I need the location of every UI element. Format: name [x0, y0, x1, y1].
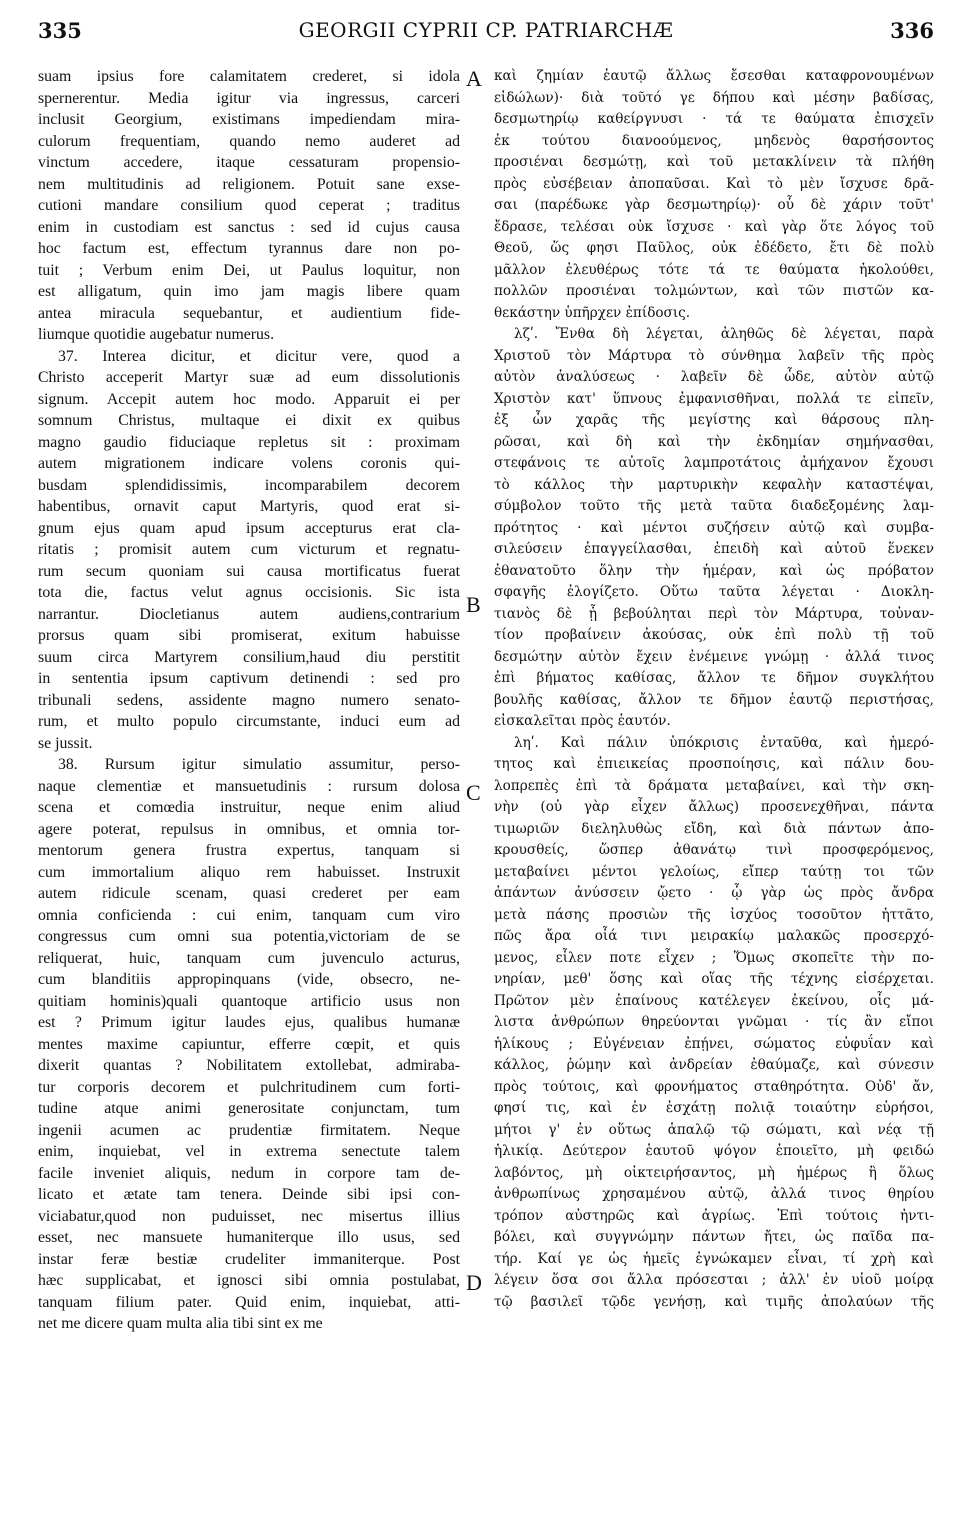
- text-line: enim in custodiam est sanctus : sed id cujus causa: [38, 218, 460, 236]
- text-line: habentibus, ornavit caput Martyris, quod erat si-: [38, 498, 460, 515]
- text-line: autem migrationem indicare volens coronis qui-: [38, 455, 460, 472]
- text-line: τὸ κάλλος τὴν μαρτυρικὴν κεφαλὴν καταστέψαι,: [494, 476, 934, 493]
- text-line: μετὰ πάσης προσιὼν τῆς ἰσχύος τοσοῦτον ἡττᾶτο,: [494, 906, 934, 923]
- text-line: gnum ejus quam apud ipsum accepturus erat cla-: [38, 519, 460, 537]
- text-line: narrantur. Diocletianus autem audiens,contrarium: [38, 605, 460, 623]
- text-line: ἁπάντων ἀνύσσειν ᾤετο · ᾧ γὰρ ὡς πρὸς ἄνδρα: [494, 885, 934, 901]
- text-line: θεκάστην ὑπῆρχεν ἐπίδοσις.: [494, 304, 691, 321]
- text-line: Θεοῦ, ὥς φησι Παῦλος, οὐκ ἐδέδετο, ἔτι δὲ πολὺ: [494, 240, 934, 256]
- text-line: inclusit Georgium, existimans impediendam mira-: [38, 111, 460, 128]
- running-title: GEORGII CYPRII CP. PATRIARCHÆ: [298, 18, 674, 42]
- text-line: τιανὸς δὲ ᾗ βεβούληται περὶ τὸν Μάρτυρα, τοὐναν-: [494, 605, 934, 622]
- text-line: ἡλικίᾳ. Δεύτερον ἑαυτοῦ ψόγον ἐποιεῖτο, μὴ φειδώ: [494, 1143, 934, 1159]
- text-line: δεσμώτην αὐτὸν ἔχειν ἐνέμεινε γνώμῃ · ἀλλά τινος: [494, 648, 934, 665]
- text-line: busdam splendidissimis, incomparabilem decorem: [38, 476, 460, 494]
- text-line: νὴν (οὐ γὰρ εἶχεν ἄλλως) προσενεχθῆναι, πάντα: [494, 799, 934, 815]
- text-line: autem ridicule scenam, quasi crederet per eam: [38, 885, 460, 902]
- text-line: facile inveniet aliquis, nedum in corpore tam de-: [38, 1164, 460, 1182]
- text-line: rum, et multo populo circumstante, induci eum ad: [38, 713, 460, 730]
- text-line: se jussit.: [38, 734, 93, 752]
- text-line: ritatis ; promisit autem cum victurum et regnatu-: [38, 541, 460, 558]
- text-line: πολλῶν προσιέναι τολμώντων, καὶ τῶν πιστῶν κα-: [494, 283, 934, 299]
- text-line: προσιέναι δεσμώτῃ, καὶ τοῦ μετακλίνειν τὰ πλήθη: [494, 154, 934, 170]
- text-line: πρὸς τούτοις, καὶ φρονήματος σταθηρότητα. Οὐδ' ἄν,: [494, 1078, 934, 1095]
- text-line: λαβόντος, μὴ οἰκτειρήσαντος, μὴ ἡμέρως ἢ ὅλως: [494, 1164, 934, 1181]
- text-line: vinctum accedere, itaque cessaturam propensio-: [38, 154, 460, 171]
- text-line: ἐκ τούτου διανοούμενος, μηδενὸς θαρσήσοντος: [494, 132, 934, 149]
- text-line: μήτοι γ' ἐν οὕτως ἁπαλῷ τῷ σώματι, καὶ νέᾳ τῇ: [494, 1121, 934, 1138]
- text-line: σύμβολον τοῦτο τῆς μετὰ ταῦτα διαδεξομένης λαμ-: [494, 498, 934, 514]
- text-line: βουλῆς καθίσας, ἄλλον τε δῆμον ἑαυτῷ περιστήσας,: [494, 691, 934, 708]
- text-line: scena et comœdia instruitur, neque enim aliud: [38, 799, 460, 816]
- text-line: nem multitudinis ad religionem. Potuit sane exse-: [38, 175, 460, 193]
- text-line: congressus cum omni sua potentia,victoriam de se: [38, 928, 460, 945]
- text-line: μᾶλλον ἐλευθέρως τότε τά τε θαύματα ἠκολούθει,: [494, 261, 934, 278]
- text-line: αὐτὸν ἀναλύσεως · λαβεῖν δὲ ὧδε, αὐτὸν αὐτῷ: [494, 369, 934, 385]
- text-line: σφαγῆς ἐλογίζετο. Οὕτω ταῦτα λέγεται · Διοκλη-: [494, 584, 934, 600]
- text-line: ἡλίκους ; Εὐγένειαν ἐπῄνει, σώματος εὐφυΐαν καὶ: [494, 1035, 934, 1052]
- text-line: ἔδρασε, τελέσαι οὐκ ἴσχυσε · καὶ γὰρ ὅτε λόγος τοῦ: [494, 218, 934, 235]
- text-line: somnum Christus, multaque ei dixit ex quibus: [38, 412, 460, 429]
- greek-column: [494, 66, 934, 1313]
- text-line: liumque quotidie augebatur numerus.: [38, 326, 275, 343]
- text-line: λοπρεπὲς ἐπὶ τὰ δράματα μεταβαίνει, καὶ τὴν σκη-: [494, 777, 934, 794]
- text-line: suam ipsius fore calamitatem crederet, si idola: [38, 68, 460, 85]
- text-line: quitiam hominis)quali quantoque artificio usus non: [38, 992, 460, 1010]
- text-line: τρόπον αὐστηρῶς καὶ ἀγρίως. Ἐπὶ τούτοις ἠντι-: [494, 1207, 934, 1224]
- text-line: esset, nec mansuete humaniterque illo usus, sed: [38, 1229, 460, 1246]
- margin-marker-c: C: [466, 780, 481, 805]
- text-line: πρότητος · καὶ μέντοι συζήσειν αὐτῷ καὶ συμβα-: [494, 519, 934, 536]
- text-line: tur corporis decorem et pulchritudinem cum forti-: [38, 1078, 460, 1096]
- text-line: 38. Rursum igitur simulatio assumitur, perso-: [58, 756, 460, 773]
- text-line: σιλεύσειν ἐπαγγείλασθαι, ἐπειδὴ καὶ αὐτοῦ ἕνεκεν: [494, 541, 934, 557]
- text-line: κρουσθείς, ὥσπερ ἀθανάτῳ τινὶ προσφερόμενος,: [494, 842, 934, 858]
- text-line: ingenii acumen ac prudentiæ firmitatem. Neque: [38, 1121, 460, 1139]
- text-line: magno gaudio fiduciaque repletus sit : proximam: [38, 433, 460, 451]
- text-line: cum blanditiis appropinquans (vide, obsecro, ne-: [38, 971, 460, 988]
- text-line: rum secum quoniam sui causa mortificatus fuerat: [38, 562, 460, 580]
- text-line: πρὸς εὐσέβειαν ἀποπαῦσαι. Καὶ τὸ μὲν ἴσχυσε δρᾶ-: [494, 175, 934, 192]
- text-line: tribunali sedens, assidente magno numero senato-: [38, 691, 460, 709]
- text-line: naque clementiæ et mansuetudinis : rursum dolosa: [38, 777, 460, 795]
- text-line: mentorum genera frustra expertus, tanquam si: [38, 842, 460, 859]
- text-line: enim, inquiebat, vel in extrema senectute talem: [38, 1143, 460, 1160]
- text-line: ἀνθρωπίνως χρησαμένου αὐτῷ, ἀλλά τινος θηρίου: [494, 1186, 934, 1202]
- text-line: net me dicere quam multa alia tibi sint ex me: [38, 1315, 323, 1332]
- text-line: βόλει, καὶ συγγνώμην πάντων ἤτει, ὡς παῖδα πα-: [494, 1229, 934, 1245]
- text-line: ἐξ ὧν χαρᾶς τῆς μεγίστης καὶ θάρσους πλη-: [494, 412, 934, 428]
- text-line: hæc supplicabat, et ignosci sibi omnia postulabat,: [38, 1272, 460, 1289]
- text-line: λέγειν ὅσα σοι ἄλλα πρόσεσται ; ἀλλ' ἐν υἱοῦ μοίρᾳ: [494, 1272, 934, 1288]
- text-line: εἰσκαλεῖται πρὸς ἑαυτόν.: [494, 713, 671, 729]
- page-number-left: 335: [38, 18, 82, 43]
- text-line: ἐπὶ βήματος καθίσας, ἄλλον τε δῆμον συγκλήτου: [494, 670, 934, 686]
- text-line: μεταβαίνει μέντοι γελοίως, εἴπερ ταύτῃ τοι τῶν: [494, 863, 934, 880]
- text-line: tanquam filium pater. Quid enim, inquiebat, atti-: [38, 1293, 460, 1311]
- text-line: culorum frequentiam, quando nemo auderet ad: [38, 132, 460, 150]
- text-line: suum circa Martyrem consilium,haud diu perstitit: [38, 648, 460, 666]
- text-line: instar feræ bestiæ crudeliter immaniterque. Post: [38, 1250, 460, 1268]
- text-line: ληʹ. Καὶ πάλιν ὑπόκρισις ἐνταῦθα, καὶ ἡμερό-: [514, 734, 934, 751]
- text-line: πῶς ἄρα οἷά τινι μειρακίῳ μαλακῶς προσερχό-: [494, 928, 934, 944]
- text-line: omnia conficienda : cui enim, tanquam cum viro: [38, 906, 460, 924]
- text-line: κάλλος, ῥώμην καὶ ἀνδρείαν ἐθαύμαζε, καὶ σύνεσιν: [494, 1057, 934, 1073]
- margin-marker-a: A: [466, 66, 482, 91]
- text-line: 37. Interea dicitur, et dicitur vere, quod a: [58, 347, 460, 365]
- text-line: τίον προβαίνειν ἀκούσας, οὐκ ἐπὶ πολὺ τῇ τοῦ: [494, 627, 934, 643]
- text-line: tudine atque animi generositate conjunctam, tum: [38, 1100, 460, 1117]
- text-line: καὶ ζημίαν ἑαυτῷ ἄλλως ἔσεσθαι καταφρονουμένων: [494, 68, 934, 84]
- page-header: [38, 18, 934, 52]
- text-line: Christo acceperit Martyr suæ ad eum dissolutionis: [38, 369, 460, 386]
- text-line: δεσμωτηρίῳ καθείργνυσι · τά τε θαύματα ἐπισχεῖν: [494, 111, 934, 127]
- text-line: agere poterat, repulsus in omnibus, et omnia tor-: [38, 820, 460, 838]
- text-line: Χριστὸν κατ' ὕπνους ἐμφανισθῆναι, πολλά τε εἰπεῖν,: [494, 390, 934, 407]
- text-line: φησί τις, καὶ ἐν ἐσχάτῃ πολιᾷ τοιαύτην εὑρήσοι,: [494, 1100, 934, 1116]
- text-line: spernerentur. Media igitur via ingressus, carceri: [38, 89, 460, 107]
- text-line: mentes maxime capiuntur, efferre cœpit, et quis: [38, 1035, 460, 1053]
- latin-column: [38, 66, 460, 1335]
- text-line: τήρ. Καί γε ὡς ἡμεῖς ἐγνώκαμεν εἶναι, τί χρὴ καὶ: [494, 1250, 934, 1267]
- text-line: τιμωριῶν διεληλυθὼς εἴδη, καὶ διὰ πάντων ἀπο-: [494, 820, 934, 837]
- text-line: εἰδώλων)· διὰ τοῦτό γε δήπου καὶ μέσην βαδίσας,: [494, 89, 934, 106]
- text-line: cutioni mandare consilium quod ceperat ; traditus: [38, 197, 460, 214]
- text-line: antea miracula sequebantur, et audientium fide-: [38, 304, 460, 322]
- page-number-right: 336: [890, 18, 934, 43]
- text-line: ρῶσαι, καὶ δὴ καὶ τὴν ἐκδημίαν σημήνασθαι,: [494, 433, 934, 450]
- text-line: tuit ; Verbum enim Dei, ut Paulus loquitur, non: [38, 261, 460, 279]
- text-line: hoc factum est, effectum tyrannus dare non po-: [38, 240, 460, 257]
- text-line: est ? Primum igitur laudes ejus, qualibus humanæ: [38, 1014, 460, 1031]
- text-line: τῷ βασιλεῖ τῷδε γενήσῃ, καὶ τιμῆς ἀπολαύων τῆς: [494, 1293, 934, 1310]
- text-line: Πρῶτον μὲν ἐπαίνους κατέλεγεν ἐκείνου, οἷς μά-: [494, 992, 934, 1009]
- text-line: licato et ætate tam tenera. Deinde sibi ipsi con-: [38, 1186, 460, 1203]
- margin-marker-d: D: [466, 1270, 482, 1295]
- text-line: prorsus quam sibi promiserat, exitum habuisse: [38, 627, 460, 644]
- margin-marker-b: B: [466, 592, 481, 617]
- text-line: signum. Accepit autem hoc modo. Apparuit ei per: [38, 390, 460, 408]
- text-line: μενος, εἷλεν ποτε εἶχεν ; Ὅμως σκοπεῖτε τὴν πο-: [494, 949, 934, 966]
- text-line: reliquerat, huic, tanquam cum juvenculo acturus,: [38, 949, 460, 967]
- text-line: in sententia ipsum captivum detinendi : sed pro: [38, 670, 460, 687]
- text-line: σαι (παρέδωκε γὰρ δεσμωτηρίῳ)· οὗ δὲ χάριν τοῦτ': [494, 197, 934, 213]
- text-line: tota die, factus velut agnus occisionis. Sic ista: [38, 584, 460, 601]
- text-line: Χριστοῦ τὸν Μάρτυρα τὸ σύνθημα λαβεῖν τῆς πρὸς: [494, 347, 934, 364]
- text-line: νηρίαν, μεθ' ὅσης καὶ οἵας τῆς τέχνης εἰσέρχεται.: [494, 971, 934, 987]
- text-line: στεφάνοις τε αὐτοῖς λαμπροτάτοις ἀμήχανον ἔχουσι: [494, 455, 934, 471]
- text-line: ἐθανατοῦτο ὅλην τὴν ἡμέραν, καὶ ὡς πρόβατον: [494, 562, 934, 579]
- text-line: viciabatur,quod non puduisset, nec misertus illius: [38, 1207, 460, 1225]
- text-line: λιστα ἀνθρώπων θηρεύονται γνῶμαι · τίς ἂν εἴποι: [494, 1014, 934, 1030]
- text-line: est alligatum, quin imo jam magis libere quam: [38, 283, 460, 300]
- text-line: dixerit quantas ? Nobilitatem extollebat, admiraba-: [38, 1057, 460, 1074]
- text-line: λζʹ. Ἔνθα δὴ λέγεται, ἀληθῶς δὲ λέγεται, παρὰ: [514, 326, 934, 342]
- text-line: cum immortalium aliquo rem habuisset. Instruxit: [38, 863, 460, 881]
- text-line: τητος καὶ ἐπιεικείας προσποίησις, καὶ πάλιν δου-: [494, 756, 934, 772]
